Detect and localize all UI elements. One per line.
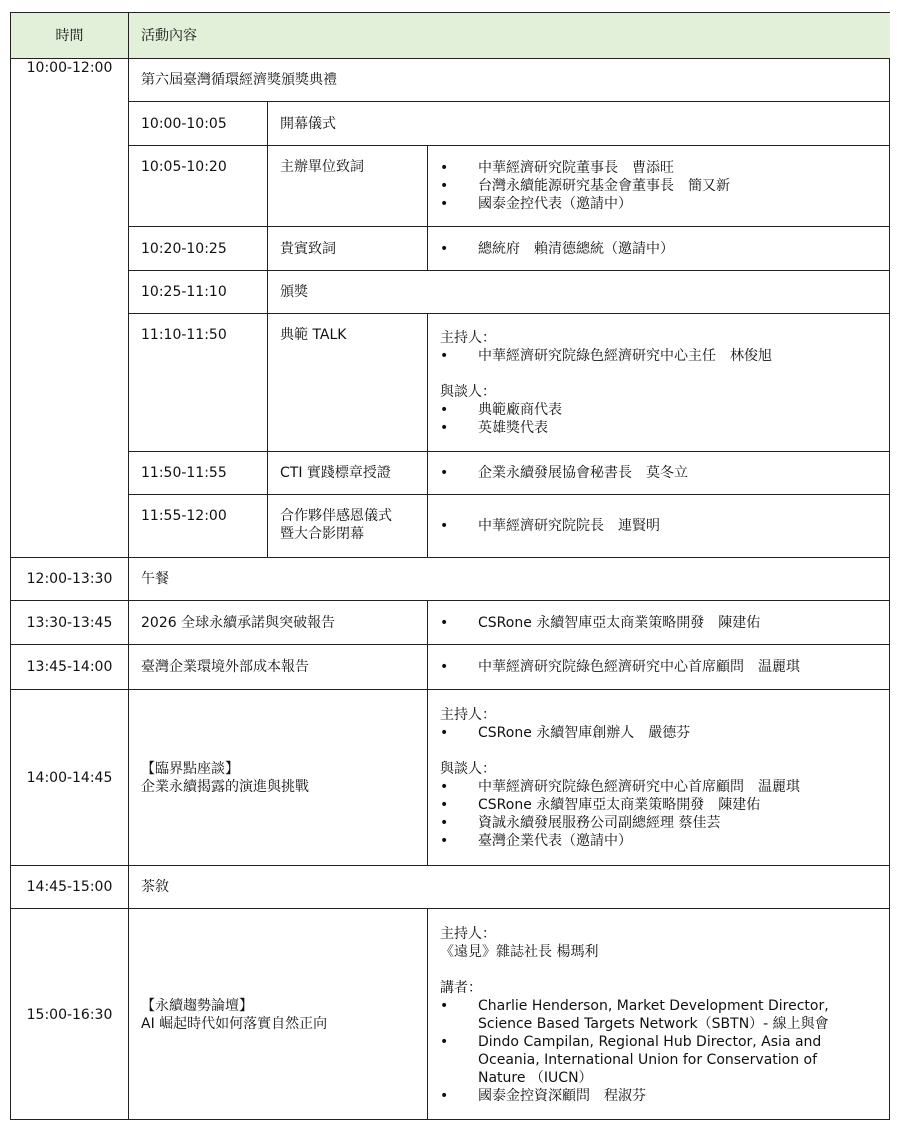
panel-time-label: 14:00-14:45 — [26, 769, 113, 786]
row-time-label: 10:05-10:20 — [141, 159, 227, 175]
row-item — [267, 101, 890, 145]
people-list — [440, 464, 688, 482]
row-item-label: 典範 TALK — [280, 327, 347, 343]
lunch-time — [10, 557, 128, 600]
list-item: • CSRone 永續智庫創辦人 嚴德芬 — [440, 724, 800, 742]
row-item-label: 貴賓致詞 — [280, 240, 336, 257]
people-list — [440, 517, 660, 535]
panel-title — [128, 689, 427, 865]
people-list — [440, 614, 760, 632]
row-time — [128, 226, 267, 270]
forum-people — [427, 908, 890, 1120]
row-item-label: 頒獎 — [280, 284, 308, 300]
row-people — [427, 451, 890, 494]
panel-title-label: 企業永續揭露的演進與挑戰 — [141, 778, 309, 795]
row-item — [267, 226, 427, 270]
speaker-label: 講者： — [440, 979, 482, 996]
host-list — [440, 724, 800, 742]
row-item — [267, 494, 427, 557]
people-list — [440, 159, 730, 213]
row-time — [128, 101, 267, 145]
tea-content — [128, 865, 890, 908]
report2-time — [10, 644, 128, 689]
people-list — [440, 658, 800, 676]
list-item: • 典範廠商代表 — [440, 401, 772, 419]
host-list — [440, 347, 772, 365]
host-label: 主持人： — [440, 925, 496, 942]
ceremony-time — [10, 58, 128, 557]
list-item: • 總統府 賴清德總統（邀請中） — [440, 240, 674, 258]
row-item-line: 合作夥伴感恩儀式 — [280, 508, 392, 524]
list-item: • CSRone 永續智庫亞太商業策略開發 陳建佑 — [440, 614, 760, 632]
row-time — [128, 270, 267, 313]
list-item: • CSRone 永續智庫亞太商業策略開發 陳建佑 — [440, 796, 800, 814]
list-item: • 英雄獎代表 — [440, 419, 772, 437]
report1-people — [427, 600, 890, 644]
people-list — [440, 240, 674, 258]
row-time-label: 11:50-11:55 — [141, 465, 227, 481]
row-time-label: 11:10-11:50 — [141, 327, 227, 343]
list-item: • 中華經濟研究院綠色經濟研究中心主任 林俊旭 — [440, 347, 772, 365]
row-time-label: 10:25-11:10 — [141, 284, 227, 300]
panel-people — [427, 689, 890, 865]
row-people — [427, 494, 890, 557]
list-item: • 中華經濟研究院綠色經濟研究中心首席顧問 温麗琪 — [440, 778, 800, 796]
host-name: 《遠見》雜誌社長 楊瑪利 — [440, 943, 599, 960]
panel-list — [440, 778, 800, 850]
list-item: • 中華經濟研究院院長 連賢明 — [440, 517, 660, 535]
report1-title — [128, 600, 427, 644]
row-item — [267, 270, 890, 313]
tea-time-label: 14:45-15:00 — [26, 879, 113, 895]
row-time — [128, 451, 267, 494]
report2-title-label: 臺灣企業環境外部成本報告 — [141, 659, 309, 675]
ceremony-title — [128, 58, 890, 101]
speaker-line: • Dindo Campilan, Regional Hub Director, Asia and — [478, 1033, 822, 1050]
panel-label: 與談人： — [440, 760, 496, 777]
report1-time-label: 13:30-13:45 — [26, 614, 113, 631]
row-item — [267, 451, 427, 494]
panel-list — [440, 401, 772, 437]
report2-time-label: 13:45-14:00 — [26, 659, 113, 675]
forum-title — [128, 908, 427, 1120]
list-item: • 中華經濟研究院董事長 曹添旺 — [440, 159, 730, 177]
panel-tag: 【臨界點座談】 — [141, 760, 239, 777]
row-time — [128, 494, 267, 557]
row-people — [427, 145, 890, 226]
report2-title — [128, 644, 427, 689]
speaker-line: Oceania, International Union for Conservation of — [478, 1051, 818, 1068]
row-item-label: CTI 實踐標章授證 — [280, 465, 391, 481]
row-item-label: 主辦單位致詞 — [280, 159, 364, 175]
row-item-label: 開幕儀式 — [280, 115, 336, 132]
report1-time — [10, 600, 128, 644]
list-item — [440, 1087, 829, 1105]
row-item — [267, 313, 427, 451]
panel-label: 與談人： — [440, 383, 496, 400]
header-content — [128, 12, 890, 58]
header-time — [10, 12, 128, 58]
speaker-line: • Charlie Henderson, Market Development Director, — [478, 997, 829, 1014]
host-label: 主持人： — [440, 329, 496, 346]
speaker-line: Science Based Targets Network（SBTN）- 線上與會 — [478, 1015, 829, 1032]
list-item — [440, 997, 829, 1033]
report2-people — [427, 644, 890, 689]
lunch-time-label: 12:00-13:30 — [26, 571, 113, 587]
list-item: • 臺灣企業代表（邀請中） — [440, 832, 800, 850]
list-item: • 企業永續發展協會秘書長 莫冬立 — [440, 464, 688, 482]
list-item: • 資誠永續發展服務公司副總經理 蔡佳芸 — [440, 814, 800, 832]
host-label: 主持人： — [440, 706, 496, 723]
speaker-line: • 國泰金控資深顧問 程淑芬 — [478, 1087, 646, 1104]
row-time-label: 10:00-10:05 — [141, 115, 227, 132]
list-item — [440, 1033, 829, 1087]
tea-time — [10, 865, 128, 908]
header-time-label: 時間 — [55, 27, 84, 44]
ceremony-title-label: 第六屆臺灣循環經濟獎頒獎典禮 — [141, 72, 337, 88]
forum-title-label: AI 崛起時代如何落實自然正向 — [141, 1015, 328, 1032]
lunch-content — [128, 557, 890, 600]
row-time-label: 11:55-12:00 — [141, 508, 227, 524]
row-time — [128, 145, 267, 226]
forum-tag: 【永續趨勢論壇】 — [141, 997, 253, 1014]
forum-time — [10, 908, 128, 1120]
row-item — [267, 145, 427, 226]
list-item: • 國泰金控代表（邀請中） — [440, 195, 730, 213]
row-time-label: 10:20-10:25 — [141, 240, 227, 257]
list-item: • 台灣永續能源研究基金會董事長 簡又新 — [440, 177, 730, 195]
row-people — [427, 226, 890, 270]
tea-label: 茶敘 — [141, 879, 169, 895]
header-content-label: 活動內容 — [141, 27, 197, 44]
report1-title-label: 2026 全球永續承諾與突破報告 — [141, 614, 336, 631]
ceremony-time-label: 10:00-12:00 — [26, 60, 113, 76]
row-people — [427, 313, 890, 451]
list-item: • 中華經濟研究院綠色經濟研究中心首席顧問 温麗琪 — [440, 658, 800, 676]
row-time — [128, 313, 267, 451]
speaker-list — [440, 997, 829, 1105]
panel-time — [10, 689, 128, 865]
row-item-line: 暨大合影閉幕 — [280, 526, 364, 542]
lunch-label: 午餐 — [141, 571, 169, 587]
speaker-line: Nature （IUCN） — [478, 1069, 593, 1086]
forum-time-label: 15:00-16:30 — [26, 1006, 113, 1023]
